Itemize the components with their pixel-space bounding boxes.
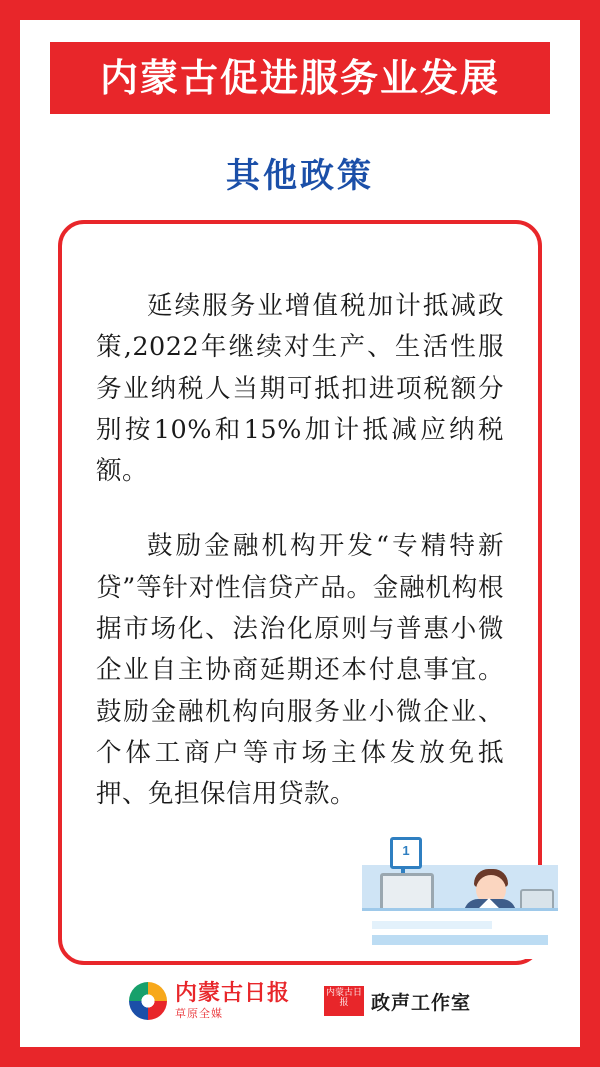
inner-mongolia-daily-logo (129, 979, 290, 1021)
service-counter (362, 908, 558, 959)
daily-logo-subtext: 草原全媒 (174, 1007, 223, 1020)
poster-card (20, 20, 580, 1047)
daily-logo-mark-icon (129, 982, 167, 1020)
banner-title: 内蒙古促进服务业发展 (99, 56, 500, 100)
header-banner (50, 42, 550, 114)
studio-logo (324, 986, 471, 1016)
policy-paragraph-2: 鼓励金融机构开发“专精特新贷”等针对性信贷产品。金融机构根据市场化、法治化原则与普惠小微企业自主协商延期还本付息事宜。鼓励金融机构向服务业小微企业、个体工商户等市场主体发放免抵押、免担保信用贷款。 (96, 531, 504, 810)
footer-logos (20, 979, 580, 1021)
service-counter-illustration (362, 837, 558, 959)
counter-number-sign: 1 (390, 837, 422, 869)
page-subtitle: 其他政策 (226, 156, 374, 196)
daily-logo-text: 内蒙古日报 (174, 979, 290, 1006)
studio-label: 政声工作室 (371, 991, 472, 1014)
counter-stripe-upper (372, 921, 492, 929)
studio-badge-icon: 内蒙古日报 (324, 986, 364, 1016)
counter-stripe-lower (372, 935, 548, 945)
policy-paragraph-1: 延续服务业增值税加计抵减政策,2022年继续对生产、生活性服务业纳税人当期可抵扣进项税额分别按10%和15%加计抵减应纳税额。 (96, 291, 504, 487)
